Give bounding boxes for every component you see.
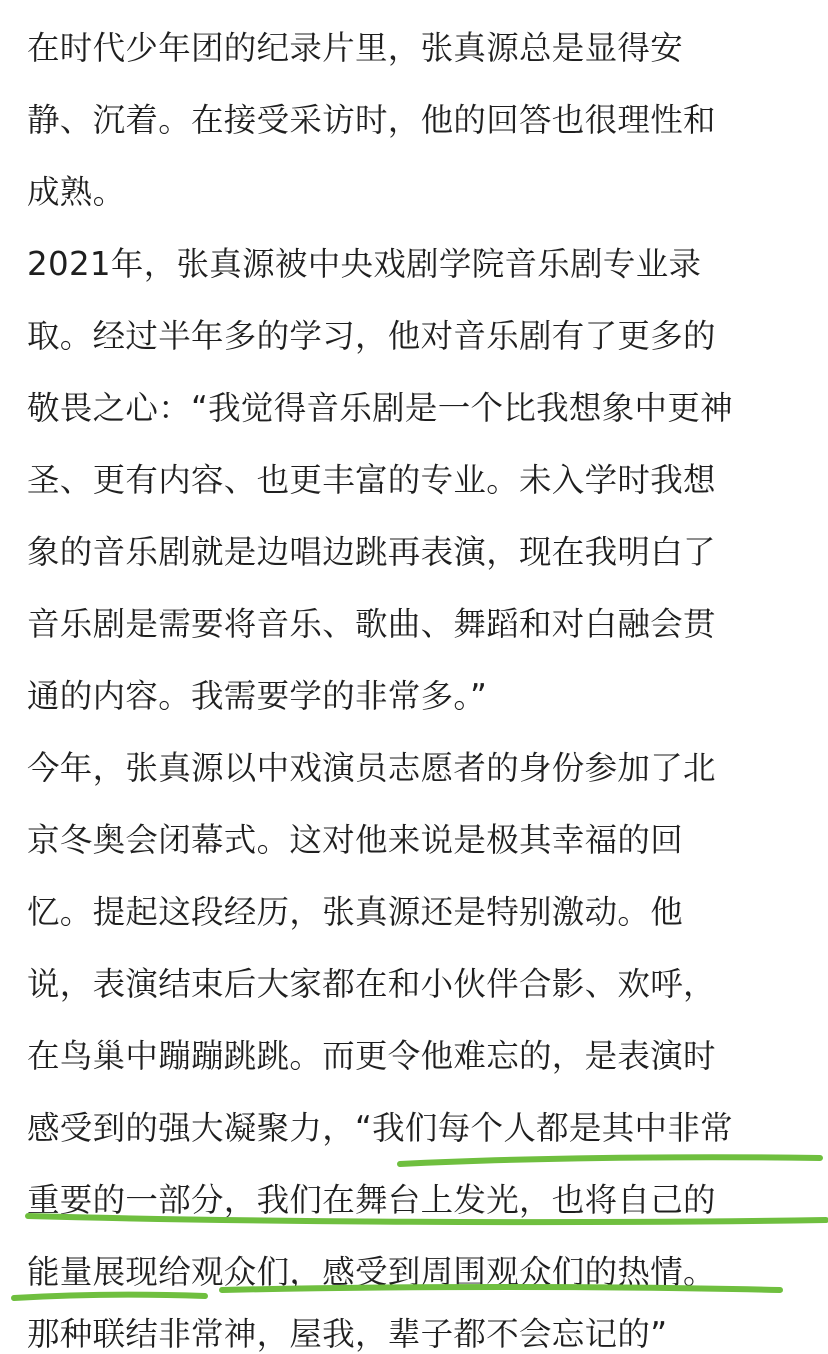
paragraph-line: 重要的一部分，我们在舞台上发光，也将自己的 (27, 1181, 716, 1219)
paragraph-line: 音乐剧是需要将音乐、歌曲、舞蹈和对白融会贯 (27, 605, 716, 643)
paragraph-line: 象的音乐剧就是边唱边跳再表演，现在我明白了 (27, 533, 716, 571)
paragraph-line: 今年，张真源以中戏演员志愿者的身份参加了北 (27, 749, 716, 787)
paragraph-line: 在时代少年团的纪录片里，张真源总是显得安 (27, 29, 684, 67)
paragraph-line: 2021年，张真源被中央戏剧学院音乐剧专业录 (27, 245, 702, 283)
paragraph-line: 忆。提起这段经历，张真源还是特别激动。他 (27, 893, 684, 931)
paragraph-line: 敬畏之心：“我觉得音乐剧是一个比我想象中更神 (27, 389, 733, 427)
paragraph-line: 成熟。 (27, 173, 126, 211)
paragraph-line: 能量展现给观众们，感受到周围观众们的热情。 (27, 1253, 716, 1291)
paragraph-line: 静、沉着。在接受采访时，他的回答也很理性和 (27, 101, 716, 139)
paragraph-line-cut: 那种联结非常神，屋我，辈子都不会忘记的” (27, 1315, 668, 1353)
paragraph-line: 京冬奥会闭幕式。这对他来说是极其幸福的回 (27, 821, 684, 859)
paragraph-line: 圣、更有内容、也更丰富的专业。未入学时我想 (27, 461, 716, 499)
paragraph-line: 取。经过半年多的学习，他对音乐剧有了更多的 (27, 317, 716, 355)
paragraph-line: 说，表演结束后大家都在和小伙伴合影、欢呼， (27, 965, 716, 1003)
paragraph-line: 在鸟巢中蹦蹦跳跳。而更令他难忘的，是表演时 (27, 1037, 716, 1075)
paragraph-line: 通的内容。我需要学的非常多。” (27, 677, 488, 715)
paragraph-line: 感受到的强大凝聚力，“我们每个人都是其中非常 (27, 1109, 733, 1147)
